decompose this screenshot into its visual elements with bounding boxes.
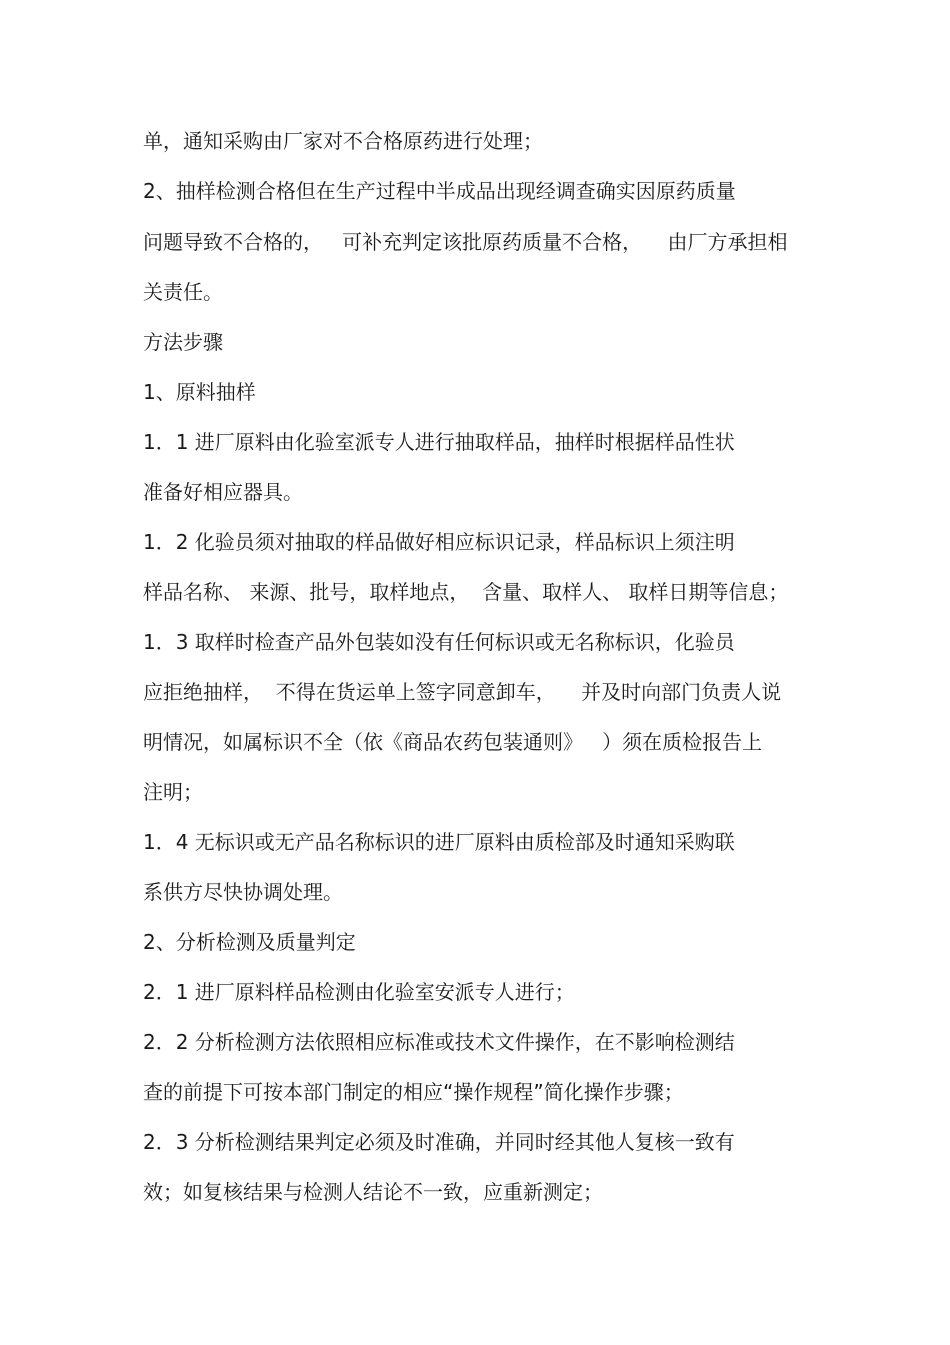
text-line: 1．1 进厂原料由化验室派专人进行抽取样品，抽样时根据样品性状 [143,430,735,454]
section-heading: 1、原料抽样 [143,380,256,404]
text-line: 准备好相应器具。 [143,480,303,504]
text-line: 2．2 分析检测方法依照相应标准或技术文件操作，在不影响检测结 [143,1030,735,1054]
text-line: 问题导致不合格的， 可补充判定该批原药质量不合格， 由厂方承担相 [143,230,788,254]
text-line: 效；如复核结果与检测人结论不一致，应重新测定； [143,1180,603,1204]
text-line: 样品名称、 来源、批号，取样地点， 含量、取样人、 取样日期等信息； [143,580,789,604]
text-line: 1．4 无标识或无产品名称标识的进厂原料由质检部及时通知采购联 [143,830,735,854]
text-line: 2．3 分析检测结果判定必须及时准确，并同时经其他人复核一致有 [143,1130,735,1154]
text-line: 查的前提下可按本部门制定的相应“操作规程”简化操作步骤； [143,1080,684,1104]
text-line: 应拒绝抽样， 不得在货运单上签字同意卸车， 并及时向部门负责人说 [143,680,782,704]
text-line: 2、抽样检测合格但在生产过程中半成品出现经调查确实因原药质量 [143,179,736,203]
text-line: 注明； [143,780,203,804]
text-line: 明情况，如属标识不全（依《商品农药包装通则》 ）须在质检报告上 [143,730,763,754]
text-line: 关责任。 [143,280,223,304]
text-line: 单，通知采购由厂家对不合格原药进行处理； [143,129,543,153]
text-line: 1．3 取样时检查产品外包装如没有任何标识或无名称标识，化验员 [143,630,735,654]
text-line: 1．2 化验员须对抽取的样品做好相应标识记录，样品标识上须注明 [143,530,735,554]
text-line: 系供方尽快协调处理。 [143,880,343,904]
text-line: 2．1 进厂原料样品检测由化验室安派专人进行； [143,980,575,1004]
section-heading: 2、分析检测及质量判定 [143,930,356,954]
section-heading: 方法步骤 [143,330,223,354]
